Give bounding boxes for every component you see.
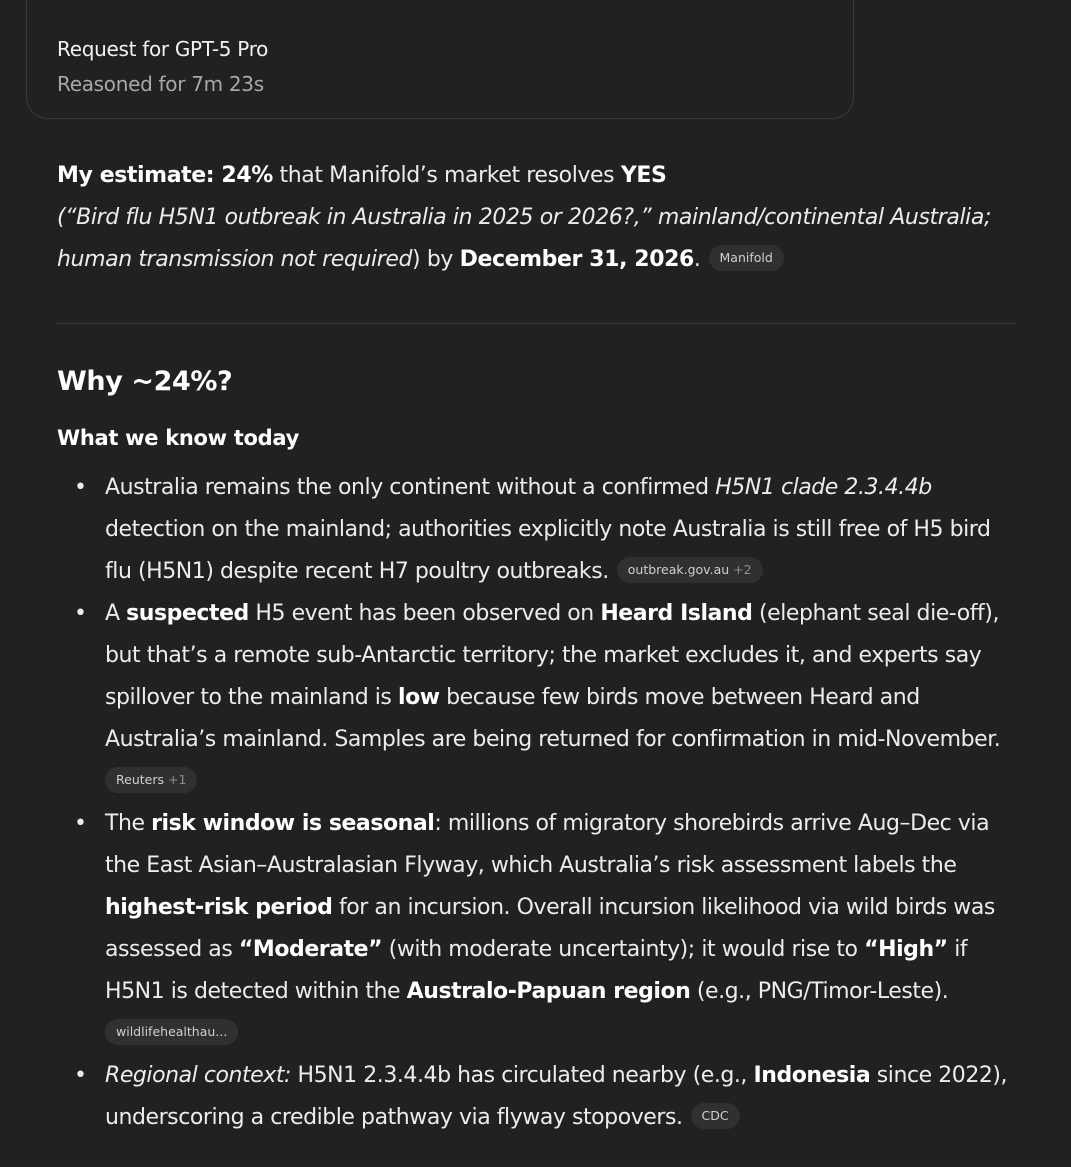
- bullet-icon: •: [74, 811, 87, 836]
- text: detection on the mainland; authorities explicitly note Australia is still free of H5 bird flu (H5N1) despite recent H7 poultry outbreaks.: [105, 517, 991, 584]
- text: A: [105, 601, 127, 626]
- market-title: (“Bird flu H5N1 outbreak in Australia in 2025 or 2026?,” mainland/continental Australia; human transmission not required: [57, 205, 991, 272]
- text: (elephant seal die-off), but that’s a remote sub-Antarctic territory; the market excludes it, and experts say spillover to the mainland is: [105, 601, 999, 710]
- citation-chip-reuters[interactable]: [105, 767, 197, 793]
- text: since 2022), underscoring a credible pathway via flyway stopovers.: [105, 1063, 1008, 1130]
- text: because few birds move between Heard and Australia’s mainland. Samples are being returned for confirmation in mid-November.: [105, 685, 1001, 752]
- emphasis: “High”: [864, 937, 948, 962]
- citation-label: CDC: [701, 1108, 729, 1123]
- emphasis-italic: Regional context:: [105, 1063, 291, 1088]
- bullet-icon: •: [74, 1063, 87, 1088]
- text: : millions of migratory shorebirds arrive Aug–Dec via the East Asian–Australasian Flyway, which Australia’s risk assessment labels the: [105, 811, 990, 878]
- emphasis: Australo-Papuan region: [406, 979, 691, 1004]
- citation-chip-wildlifehealth[interactable]: [105, 1019, 238, 1045]
- list-item: [57, 1055, 1017, 1139]
- text: that Manifold’s market resolves: [272, 163, 621, 188]
- text: (with moderate uncertainty); it would rise to: [382, 937, 865, 962]
- text: (e.g., PNG/Timor-Leste).: [690, 979, 949, 1004]
- text: H5N1 2.3.4.4b has circulated nearby (e.g.,: [290, 1063, 754, 1088]
- citation-label: outbreak.gov.au: [627, 562, 730, 577]
- resolution-date: December 31, 2026: [459, 247, 694, 272]
- request-card[interactable]: [26, 0, 854, 119]
- section-heading: Why ~24%?: [57, 366, 233, 397]
- request-title: Request for GPT-5 Pro: [57, 37, 269, 61]
- citation-label: Reuters: [116, 772, 164, 787]
- bullet-list: [57, 467, 1017, 1139]
- citation-chip-outbreak[interactable]: [617, 557, 763, 583]
- list-item: [57, 467, 1017, 593]
- text: .: [693, 247, 701, 272]
- emphasis: Indonesia: [753, 1063, 871, 1088]
- bullet-icon: •: [74, 475, 87, 500]
- citation-chip-manifold[interactable]: [709, 245, 784, 271]
- text: ) by: [412, 247, 460, 272]
- reasoning-duration: Reasoned for 7m 23s: [57, 72, 264, 96]
- estimate-label: My estimate: 24%: [57, 163, 273, 188]
- divider: [57, 323, 1017, 324]
- bullet-icon: •: [74, 601, 87, 626]
- emphasis: highest-risk period: [105, 895, 333, 920]
- emphasis: Heard Island: [600, 601, 753, 626]
- citation-more: +2: [733, 562, 752, 577]
- text: if H5N1 is detected within the: [105, 937, 968, 1004]
- estimate-paragraph: [57, 155, 1017, 281]
- text: The: [105, 811, 152, 836]
- text: H5 event has been observed on: [248, 601, 601, 626]
- emphasis: “Moderate”: [238, 937, 383, 962]
- clade-name: H5N1 clade 2.3.4.4b: [715, 475, 932, 500]
- yes-label: YES: [620, 163, 667, 188]
- emphasis: low: [397, 685, 440, 710]
- emphasis: suspected: [126, 601, 249, 626]
- citation-label: wildlifehealthau...: [116, 1024, 228, 1039]
- text: Australia remains the only continent without a confirmed: [105, 475, 716, 500]
- section-subheading: What we know today: [57, 426, 299, 450]
- citation-chip-cdc[interactable]: [691, 1103, 740, 1129]
- emphasis: risk window is seasonal: [151, 811, 435, 836]
- citation-more: +1: [167, 772, 187, 787]
- text: for an incursion. Overall incursion likelihood via wild birds was assessed as: [105, 895, 995, 962]
- list-item: [57, 803, 1017, 1055]
- citation-label: Manifold: [719, 250, 773, 265]
- list-item: [57, 593, 1017, 803]
